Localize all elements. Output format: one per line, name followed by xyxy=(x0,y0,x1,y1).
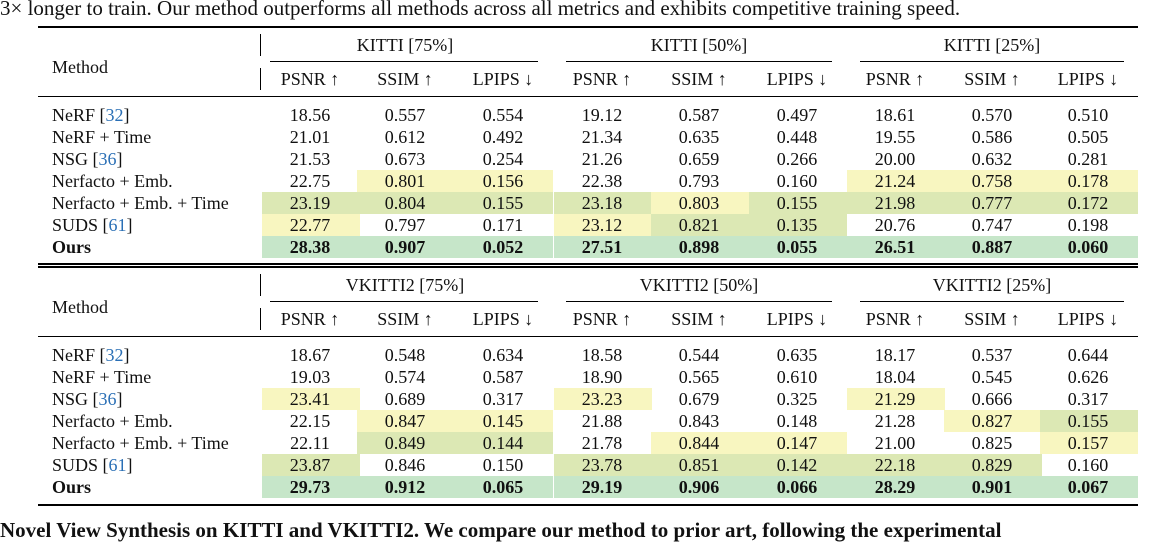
metric-value: 19.03 xyxy=(289,367,331,387)
citation-link[interactable]: 32 xyxy=(105,105,124,125)
method-name-text: NeRF + Time xyxy=(52,127,152,147)
metric-value: 0.901 xyxy=(971,477,1013,497)
table-bottom-rule xyxy=(38,504,1138,506)
metric-value: 23.12 xyxy=(581,215,623,235)
group-underline xyxy=(270,301,538,302)
dataset-group-header: KITTI [50%] xyxy=(650,35,748,55)
metric-value: 0.821 xyxy=(678,215,720,235)
method-name xyxy=(52,410,173,432)
metric-header: LPIPS ↓ xyxy=(472,309,534,329)
metric-header: SSIM ↑ xyxy=(377,69,433,89)
metric-value: 0.570 xyxy=(971,105,1013,125)
metric-value: 23.19 xyxy=(289,193,331,213)
metric-header: PSNR ↑ xyxy=(572,309,632,329)
metric-value: 22.18 xyxy=(874,455,916,475)
method-name-text: NSG xyxy=(52,389,93,409)
metric-value: 0.548 xyxy=(384,345,426,365)
metric-value: 0.797 xyxy=(384,215,426,235)
metric-value: 21.78 xyxy=(581,433,623,453)
metric-header: SSIM ↑ xyxy=(671,309,727,329)
caption-bottom: Novel View Synthesis on KITTI and VKITTI2. We compare our method to prior art, following the experimental xyxy=(0,518,1002,542)
metric-value: 29.73 xyxy=(289,477,331,497)
metric-value: 19.12 xyxy=(581,105,623,125)
metric-value: 22.75 xyxy=(289,171,331,191)
metric-value: 0.847 xyxy=(384,411,426,431)
metric-value: 22.38 xyxy=(581,171,623,191)
group-underline xyxy=(566,61,832,62)
metric-header: SSIM ↑ xyxy=(964,309,1020,329)
metric-header: LPIPS ↓ xyxy=(1057,309,1119,329)
metric-value: 0.912 xyxy=(384,477,426,497)
metric-value: 21.01 xyxy=(289,127,331,147)
method-name: SUDS [61] xyxy=(52,215,133,235)
metric-value: 18.90 xyxy=(581,367,623,387)
metric-value: 0.317 xyxy=(482,389,524,409)
method-name-text: NeRF xyxy=(52,105,100,125)
group-underline xyxy=(860,301,1124,302)
metric-value: 0.156 xyxy=(482,171,524,191)
metric-value: 21.98 xyxy=(874,193,916,213)
method-name: NSG [36] xyxy=(52,149,123,169)
method-header: Method xyxy=(52,297,108,317)
method-name-text: SUDS xyxy=(52,455,103,475)
dataset-group-header: VKITTI2 [50%] xyxy=(639,275,759,295)
metric-header: LPIPS ↓ xyxy=(1057,69,1119,89)
metric-value: 0.148 xyxy=(776,411,818,431)
dataset-group-header: VKITTI2 [75%] xyxy=(345,275,465,295)
group-underline xyxy=(860,61,1124,62)
metric-value: 18.61 xyxy=(874,105,916,125)
metric-value: 23.87 xyxy=(289,455,331,475)
column-separator xyxy=(260,34,261,56)
method-name: NeRF [32] xyxy=(52,345,130,365)
metric-value: 0.689 xyxy=(384,389,426,409)
metric-value: 0.160 xyxy=(1067,455,1109,475)
metric-value: 0.666 xyxy=(971,389,1013,409)
metric-value: 0.554 xyxy=(482,105,524,125)
citation-link[interactable]: 61 xyxy=(108,455,127,475)
metric-value: 0.155 xyxy=(776,193,818,213)
citation-link[interactable]: 36 xyxy=(98,389,117,409)
metric-value: 0.907 xyxy=(384,237,426,257)
metric-header: SSIM ↑ xyxy=(964,69,1020,89)
metric-value: 0.055 xyxy=(776,237,818,257)
metric-value: 0.178 xyxy=(1067,171,1109,191)
metric-value: 0.067 xyxy=(1067,477,1109,497)
metric-value: 0.635 xyxy=(678,127,720,147)
metric-value: 19.55 xyxy=(874,127,916,147)
metric-value: 0.537 xyxy=(971,345,1013,365)
metric-value: 0.829 xyxy=(971,455,1013,475)
metric-value: 18.56 xyxy=(289,105,331,125)
metric-value: 0.801 xyxy=(384,171,426,191)
metric-value: 0.160 xyxy=(776,171,818,191)
metric-value: 0.144 xyxy=(482,433,524,453)
method-name-text: NeRF + Time xyxy=(52,367,152,387)
metric-value: 0.198 xyxy=(1067,215,1109,235)
metric-value: 0.846 xyxy=(384,455,426,475)
metric-value: 0.497 xyxy=(776,105,818,125)
method-name-text: Ours xyxy=(52,237,92,257)
metric-value: 0.793 xyxy=(678,171,720,191)
metric-value: 0.659 xyxy=(678,149,720,169)
metric-value: 0.150 xyxy=(482,455,524,475)
metric-value: 0.281 xyxy=(1067,149,1109,169)
method-name-text: NSG xyxy=(52,149,93,169)
metric-value: 0.747 xyxy=(971,215,1013,235)
metric-value: 0.135 xyxy=(776,215,818,235)
method-name-text: Nerfacto + Emb. + Time xyxy=(52,433,229,453)
metric-value: 21.26 xyxy=(581,149,623,169)
table-top-rule xyxy=(38,26,1138,28)
metric-value: 21.88 xyxy=(581,411,623,431)
metric-header: PSNR ↑ xyxy=(865,69,925,89)
metric-value: 0.586 xyxy=(971,127,1013,147)
metric-value: 0.557 xyxy=(384,105,426,125)
metric-value: 0.325 xyxy=(776,389,818,409)
metric-value: 0.679 xyxy=(678,389,720,409)
metric-value: 0.565 xyxy=(678,367,720,387)
metric-value: 0.758 xyxy=(971,171,1013,191)
metric-value: 23.23 xyxy=(581,389,623,409)
metric-value: 0.612 xyxy=(384,127,426,147)
method-name-text: NeRF xyxy=(52,345,100,365)
metric-value: 23.41 xyxy=(289,389,331,409)
metric-value: 0.060 xyxy=(1067,237,1109,257)
group-underline xyxy=(270,61,538,62)
method-name-text: Nerfacto + Emb. xyxy=(52,171,173,191)
caption-top: 3× longer to train. Our method outperforms all methods across all metrics and exhibits competitive training speed. xyxy=(0,0,961,20)
method-name-text: Ours xyxy=(52,477,92,497)
method-name: NeRF [32] xyxy=(52,105,130,125)
method-name xyxy=(52,192,229,214)
metric-value: 0.266 xyxy=(776,149,818,169)
metric-value: 0.825 xyxy=(971,433,1013,453)
metric-value: 0.492 xyxy=(482,127,524,147)
metric-header: LPIPS ↓ xyxy=(766,69,828,89)
method-name-text: Nerfacto + Emb. xyxy=(52,411,173,431)
metric-value: 0.505 xyxy=(1067,127,1109,147)
metric-value: 20.76 xyxy=(874,215,916,235)
column-separator xyxy=(260,308,261,330)
metric-value: 0.448 xyxy=(776,127,818,147)
metric-value: 21.29 xyxy=(874,389,916,409)
metric-header: SSIM ↑ xyxy=(377,309,433,329)
metric-value: 20.00 xyxy=(874,149,916,169)
metric-value: 0.587 xyxy=(482,367,524,387)
metric-value: 26.51 xyxy=(874,237,916,257)
method-name xyxy=(52,170,173,192)
method-header: Method xyxy=(52,57,108,77)
metric-value: 0.142 xyxy=(776,455,818,475)
metric-value: 0.777 xyxy=(971,193,1013,213)
metric-value: 0.065 xyxy=(482,477,524,497)
header-rule xyxy=(38,96,1138,97)
metric-value: 0.172 xyxy=(1067,193,1109,213)
metric-value: 0.052 xyxy=(482,237,524,257)
metric-value: 28.38 xyxy=(289,237,331,257)
method-name xyxy=(52,476,91,498)
dataset-group-header: KITTI [25%] xyxy=(943,35,1041,55)
group-underline xyxy=(566,301,832,302)
dataset-group-header: VKITTI2 [25%] xyxy=(932,275,1052,295)
metric-value: 22.77 xyxy=(289,215,331,235)
metric-value: 0.898 xyxy=(678,237,720,257)
metric-header: PSNR ↑ xyxy=(280,69,340,89)
metric-value: 0.574 xyxy=(384,367,426,387)
metric-value: 0.843 xyxy=(678,411,720,431)
header-rule xyxy=(38,336,1138,337)
metric-value: 0.155 xyxy=(1067,411,1109,431)
metric-value: 0.635 xyxy=(776,345,818,365)
metric-value: 22.15 xyxy=(289,411,331,431)
metric-value: 0.827 xyxy=(971,411,1013,431)
metric-value: 0.887 xyxy=(971,237,1013,257)
metric-value: 22.11 xyxy=(290,433,330,453)
metric-value: 0.066 xyxy=(776,477,818,497)
metric-header: PSNR ↑ xyxy=(865,309,925,329)
metric-value: 0.851 xyxy=(678,455,720,475)
metric-value: 0.317 xyxy=(1067,389,1109,409)
column-separator xyxy=(260,68,261,90)
method-name xyxy=(52,432,229,454)
table-top-rule xyxy=(38,266,1138,268)
metric-value: 0.849 xyxy=(384,433,426,453)
metric-value: 0.545 xyxy=(971,367,1013,387)
method-name: SUDS [61] xyxy=(52,455,133,475)
metric-value: 27.51 xyxy=(581,237,623,257)
citation-link[interactable]: 61 xyxy=(108,215,127,235)
metric-value: 0.632 xyxy=(971,149,1013,169)
metric-value: 0.804 xyxy=(384,193,426,213)
metric-value: 0.587 xyxy=(678,105,720,125)
metric-value: 0.626 xyxy=(1067,367,1109,387)
metric-header: LPIPS ↓ xyxy=(472,69,534,89)
metric-header: PSNR ↑ xyxy=(572,69,632,89)
table-bottom-rule xyxy=(38,263,1138,265)
metric-value: 0.803 xyxy=(678,193,720,213)
metric-value: 0.510 xyxy=(1067,105,1109,125)
method-name xyxy=(52,126,151,148)
column-separator xyxy=(260,274,261,296)
metric-header: SSIM ↑ xyxy=(671,69,727,89)
metric-value: 0.157 xyxy=(1067,433,1109,453)
citation-link[interactable]: 32 xyxy=(105,345,124,365)
method-name: NSG [36] xyxy=(52,389,123,409)
dataset-group-header: KITTI [75%] xyxy=(356,35,454,55)
metric-value: 0.844 xyxy=(678,433,720,453)
metric-value: 0.544 xyxy=(678,345,720,365)
metric-value: 0.906 xyxy=(678,477,720,497)
method-name-text: Nerfacto + Emb. + Time xyxy=(52,193,229,213)
method-name xyxy=(52,366,151,388)
metric-value: 23.78 xyxy=(581,455,623,475)
citation-link[interactable]: 36 xyxy=(98,149,117,169)
metric-value: 18.17 xyxy=(874,345,916,365)
metric-value: 0.610 xyxy=(776,367,818,387)
metric-value: 0.254 xyxy=(482,149,524,169)
method-name xyxy=(52,236,91,258)
metric-value: 0.634 xyxy=(482,345,524,365)
metric-value: 18.58 xyxy=(581,345,623,365)
method-name-text: SUDS xyxy=(52,215,103,235)
metric-value: 21.28 xyxy=(874,411,916,431)
metric-header: PSNR ↑ xyxy=(280,309,340,329)
metric-value: 0.147 xyxy=(776,433,818,453)
metric-value: 21.24 xyxy=(874,171,916,191)
metric-value: 23.18 xyxy=(581,193,623,213)
metric-value: 0.644 xyxy=(1067,345,1109,365)
metric-value: 0.673 xyxy=(384,149,426,169)
metric-value: 21.34 xyxy=(581,127,623,147)
metric-header: LPIPS ↓ xyxy=(766,309,828,329)
metric-value: 18.04 xyxy=(874,367,916,387)
metric-value: 21.00 xyxy=(874,433,916,453)
metric-value: 29.19 xyxy=(581,477,623,497)
metric-value: 0.155 xyxy=(482,193,524,213)
metric-value: 18.67 xyxy=(289,345,331,365)
metric-value: 0.171 xyxy=(482,215,524,235)
metric-value: 28.29 xyxy=(874,477,916,497)
metric-value: 0.145 xyxy=(482,411,524,431)
metric-value: 21.53 xyxy=(289,149,331,169)
